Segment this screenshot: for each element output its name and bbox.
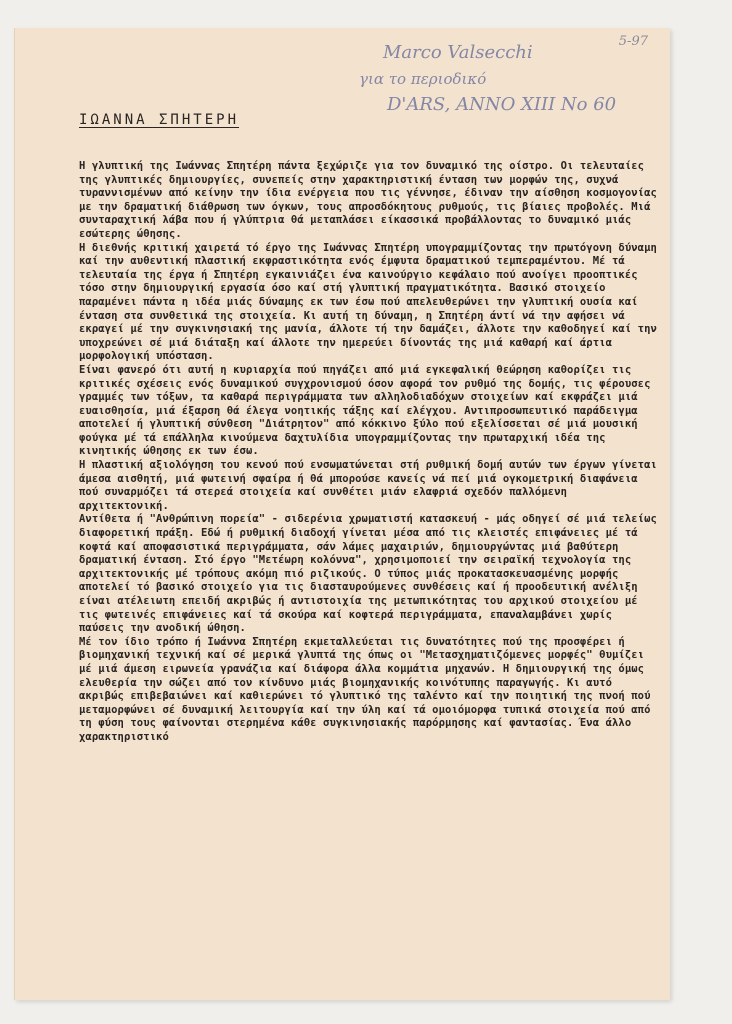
handwritten-line-2: για το περιοδικό bbox=[359, 70, 487, 88]
paragraph-4 bbox=[79, 459, 664, 513]
paragraph-1 bbox=[79, 160, 664, 242]
paragraph-text: Η διεθνής κριτική χαιρετά τό έργο της Ιωάννας Σπητέρη υπογραμμίζοντας την πρωτόγονη δύναμη καί την αυθεντική πλαστική εκφραστικότητα ενός έμφυτα δραματικού τεμπεραμέντου. Μέ τά τελευταία της έργα ή Σπητέρη εγκαινιάζει ένα καινούργιο κεφάλαιο πού ανοίγει προοπτικές τόσο στην δημιουργική εργασία όσο καί στή γλυπτική πραγματικότητα. Βασικό στοιχείο παραμένει πάντα η ιδέα μιάς δύναμης εκ των έσω πού απελευθερώνει την γλυπτική ουσία καί ένταση στα συνθετικά της στοιχεία. Κι αυτή τη δύναμη, η Σπητέρη άντί νά την αφήσει νά εκραγεί μέ την συγκινησιακή της μανία, άλλοτε τή την δαμάζει, άλλοτε την καθοδηγεί καί την υποχρεώνει σέ μιά διάταξη καί άλλοτε την ημερεύει δίνοντάς της μιά καθαρή καί άρτια μορφολογική υπόσταση. bbox=[79, 241, 664, 363]
paragraph-text: Μέ τον ίδιο τρόπο ή Ιωάννα Σπητέρη εκμεταλλεύεται τις δυνατότητες πού της προσφέρει ή βιομηχανική τεχνική καί σέ μερικά γλυπτά της όπως οι "Μετασχηματιζόμενες μορφές" θυμίζει μέ μιά άμεση ειρωνεία γρανάζια καί διάφορα άλλα κομμάτια μηχανών. Η δημιουργική της όμως ελευθερία την σώζει από τον κίνδυνο μιάς βιομηχανικής κοινότυπης παραγωγής. Κι αυτό ακριβώς επιβεβαιώνει καί καθιερώνει τό γλυπτικό της ταλέντο καί την ποιητική της πνοή πού μεταμορφώνει σέ δυναμική λειτουργία καί την ύλη καί τά ομοιόμορφα τυπικά στοιχεία πού από τη φύση τους φαίνονται στερημένα κάθε συγκινησιακής παρόρμησης καί φαντασίας. Ένα άλλο χαρακτηριστικό bbox=[79, 635, 657, 743]
document-title: ΙΩΑΝΝΑ ΣΠΗΤΕΡΗ bbox=[79, 112, 240, 128]
paragraph-text: Αντίθετα ή "Ανθρώπινη πορεία" - σιδερένια χρωματιστή κατασκευή - μάς οδηγεί σέ μιά τελείως διαφορετική πράξη. Εδώ ή ρυθμική διαδοχή γίνεται μέσα από τις κλειστές επιφάνειες μέ τά κοφτά καί αποφασιστικά περιγράμματα, σάν λάμες μαχαιριών, δημιουργώντας μιά βαθύτερη δραματική ένταση. Στό έργο "Μετέωρη κολόννα", χρησιμοποιεί την σειραϊκή τεχνολογία της αρχιτεκτονικής μέ τρόπους ακόμη πιό ριζικούς. Ο τύπος μιάς προκατασκευασμένης μορφής αποτελεί τό βασικό στοιχείο για τις διασταυρούμενες συνθέσεις καί ή προοδευτική ανέλιξη είναι ατέλειωτη επειδή ακριβώς ή αντιστοιχία της μετωπικότητας του αρχικού στοιχείου μέ τις φωτεινές επιφάνειες καί τά σκούρα καί κοφτερά περιγράμματα, επαναλαμβάνει χωρίς παύσεις την ανοδική ώθηση. bbox=[79, 513, 664, 635]
paragraph-text: Είναι φανερό ότι αυτή η κυριαρχία πού πηγάζει από μιά εγκεφαλική θεώρηση καθορίζει τις κριτικές σχέσεις ενός δυναμικού συγχρονισμού όσον αφορά τον ρυθμό της δομής, τις φέρουσες γραμμές των τόξων, τα καθαρά περιγράμματα των αλληλοδιαδόχων στοιχείων καί εκφράζει μιά ευαισθησία, μιά έξαρση θά έλεγα νοητικής τάξης καί ελέγχου. Αντιπροσωπευτικό παράδειγμα αποτελεί ή γλυπτική σύνθεση "Διάτρητον" από κόκκινο ξύλο πού εξελίσσεται σέ μιά μουσική φούγκα μέ τά επάλληλα κινούμενα δαχτυλίδια υπογραμμίζοντας την πρωταρχική ιδέα της κινητικής ώθησης εκ των έσω. bbox=[79, 363, 657, 458]
paragraph-6 bbox=[79, 636, 659, 745]
paragraph-text: Η πλαστική αξιολόγηση του κενού πού ενσωματώνεται στή ρυθμική δομή αυτών των έργων γίνεται άμεσα αισθητή, μιά φωτεινή σφαίρα ή θά μπορούσε κανείς νά πεί μιά ογκομετρική διαφάνεια πού συναρμόζει τά στερεά στοιχεία καί συνθέτει μιάν ελαφριά σχεδόν παλλόμενη αρχιτεκτονική. bbox=[79, 459, 664, 512]
document-body bbox=[79, 160, 664, 995]
handwritten-line-1: Marco Valsecchi bbox=[383, 42, 533, 63]
handwritten-line-3: D'ARS, ANNO XIII No 60 bbox=[387, 94, 617, 115]
paragraph-2 bbox=[79, 241, 664, 364]
paragraph-text: Η γλυπτική της Ιωάννας Σπητέρη πάντα ξεχώριζε για τον δυναμικό της οίστρο. Οι τελευταίες της γλυπτικές δημιουργίες, συνεπείς στην χαρακτηριστική ένταση των μορφών της, συχνά τυραννισμένων από κείνην την ίδια ενέργεια που τις γέννησε, έδιναν την αίσθηση κοσμογονίας με την δραματική διάθρωση των όγκων, τους απροσδόκητους ρυθμούς, τις βίαιες προβολές. Μιά συνταραχτική λάβα που ή γλύπτρια θά μεταπλάσει είκασσικά προβάλλοντας το δυναμικό μιάς εσώτερης ώθησης. bbox=[79, 160, 664, 240]
page-number: 5-97 bbox=[618, 34, 648, 49]
handwritten-note bbox=[359, 40, 659, 118]
typed-page bbox=[14, 28, 670, 1000]
paragraph-5 bbox=[79, 513, 664, 635]
paragraph-3 bbox=[79, 364, 659, 459]
